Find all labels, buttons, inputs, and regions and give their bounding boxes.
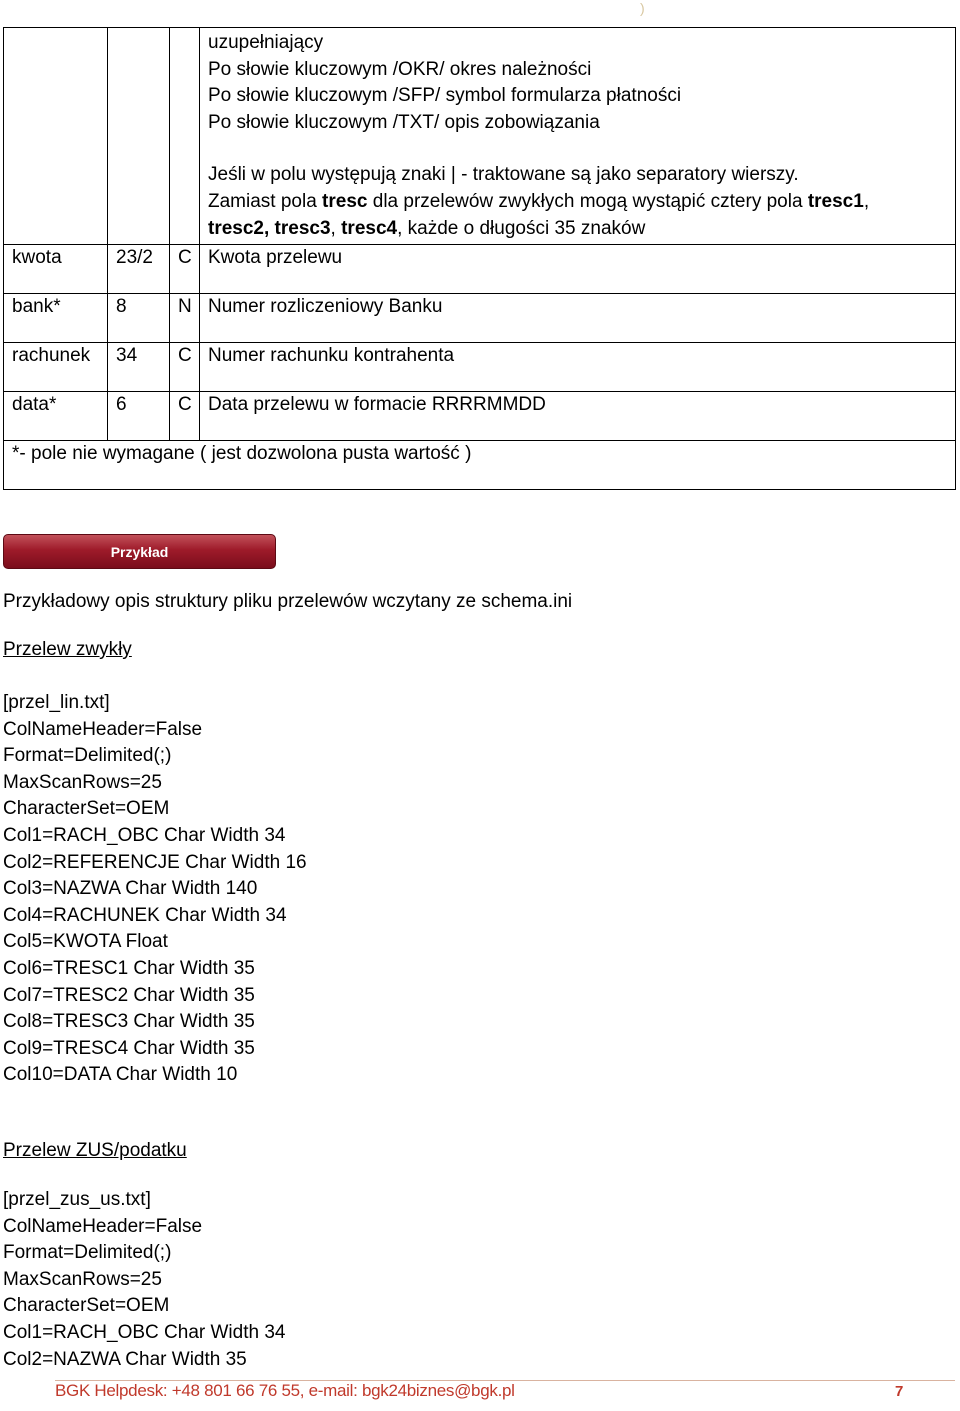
schema-line: ColNameHeader=False: [3, 1215, 203, 1237]
table-cell: [4, 28, 108, 245]
field-name: rachunek: [4, 343, 108, 392]
field-description: Numer rachunku kontrahenta: [200, 343, 956, 392]
table-cell: [108, 28, 170, 245]
field-name: kwota: [4, 245, 108, 294]
field-length: 8: [108, 294, 170, 343]
field-type: C: [170, 343, 200, 392]
field-length: 23/2: [108, 245, 170, 294]
field-length: 34: [108, 343, 170, 392]
schema-line: Col6=TRESC1 Char Width 35: [3, 957, 255, 979]
field-name: bank*: [4, 294, 108, 343]
schema-line: Format=Delimited(;): [3, 745, 172, 767]
table-row: [4, 392, 956, 441]
schema-line: MaxScanRows=25: [3, 1268, 162, 1290]
field-type: N: [170, 294, 200, 343]
schema-line: Col8=TRESC3 Char Width 35: [3, 1011, 255, 1033]
example-button[interactable]: Przykład: [3, 534, 276, 569]
schema-block: [3, 1187, 285, 1373]
desc-line: Po słowie kluczowym /TXT/ opis zobowiązania: [208, 111, 600, 133]
schema-line: Col2=REFERENCJE Char Width 16: [3, 851, 307, 873]
schema-line: [przel_zus_us.txt]: [3, 1189, 151, 1210]
table-row: [4, 245, 956, 294]
field-description: Numer rozliczeniowy Banku: [200, 294, 956, 343]
footer-text: BGK Helpdesk: +48 801 66 76 55, e-mail: bgk24biznes@bgk.pl: [55, 1381, 515, 1400]
desc-line: Jeśli w polu występują znaki | - traktowane są jako separatory wierszy.: [208, 164, 799, 186]
schema-line: CharacterSet=OEM: [3, 798, 170, 820]
table-row: [4, 343, 956, 392]
section-heading: Przelew ZUS/podatku: [3, 1140, 187, 1161]
schema-line: Col1=RACH_OBC Char Width 34: [3, 1321, 286, 1343]
schema-line: ColNameHeader=False: [3, 718, 203, 740]
field-length: 6: [108, 392, 170, 441]
schema-line: CharacterSet=OEM: [3, 1295, 170, 1317]
schema-line: Col5=KWOTA Float: [3, 931, 168, 953]
schema-line: Col1=RACH_OBC Char Width 34: [3, 824, 286, 846]
field-description: Data przelewu w formacie RRRRMMDD: [200, 392, 956, 441]
page-number: 7: [894, 1383, 903, 1400]
schema-line: Format=Delimited(;): [3, 1242, 172, 1264]
schema-line: MaxScanRows=25: [3, 771, 162, 793]
table-note: *- pole nie wymagane ( jest dozwolona pusta wartość ): [4, 441, 956, 490]
top-mark: ): [640, 0, 645, 16]
schema-line: Col9=TRESC4 Char Width 35: [3, 1037, 255, 1059]
field-spec-table: [3, 27, 956, 490]
description-cell: [200, 28, 956, 245]
footer: [55, 1381, 903, 1409]
desc-line: tresc2, tresc3, tresc4, każde o długości 35 znaków: [208, 217, 646, 239]
schema-line: Col7=TRESC2 Char Width 35: [3, 984, 255, 1006]
table-row: [4, 28, 956, 245]
schema-line: Col4=RACHUNEK Char Width 34: [3, 904, 287, 926]
field-description: Kwota przelewu: [200, 245, 956, 294]
schema-line: Col10=DATA Char Width 10: [3, 1064, 238, 1086]
table-row: [4, 441, 956, 490]
intro-text: Przykładowy opis struktury pliku przelewów wczytany ze schema.ini: [3, 591, 573, 612]
table-cell: [170, 28, 200, 245]
schema-line: Col3=NAZWA Char Width 140: [3, 878, 258, 900]
schema-line: Col2=NAZWA Char Width 35: [3, 1348, 247, 1370]
field-type: C: [170, 392, 200, 441]
desc-line: uzupełniający: [208, 32, 324, 53]
field-name: data*: [4, 392, 108, 441]
schema-line: [przel_lin.txt]: [3, 692, 110, 713]
field-type: C: [170, 245, 200, 294]
desc-line: Zamiast pola tresc dla przelewów zwykłych mogą wystąpić cztery pola tresc1,: [208, 190, 870, 212]
schema-block: [3, 690, 307, 1089]
section-heading: Przelew zwykły: [3, 639, 132, 660]
table-row: [4, 294, 956, 343]
desc-line: Po słowie kluczowym /SFP/ symbol formularza płatności: [208, 85, 682, 107]
desc-line: Po słowie kluczowym /OKR/ okres należności: [208, 58, 592, 80]
